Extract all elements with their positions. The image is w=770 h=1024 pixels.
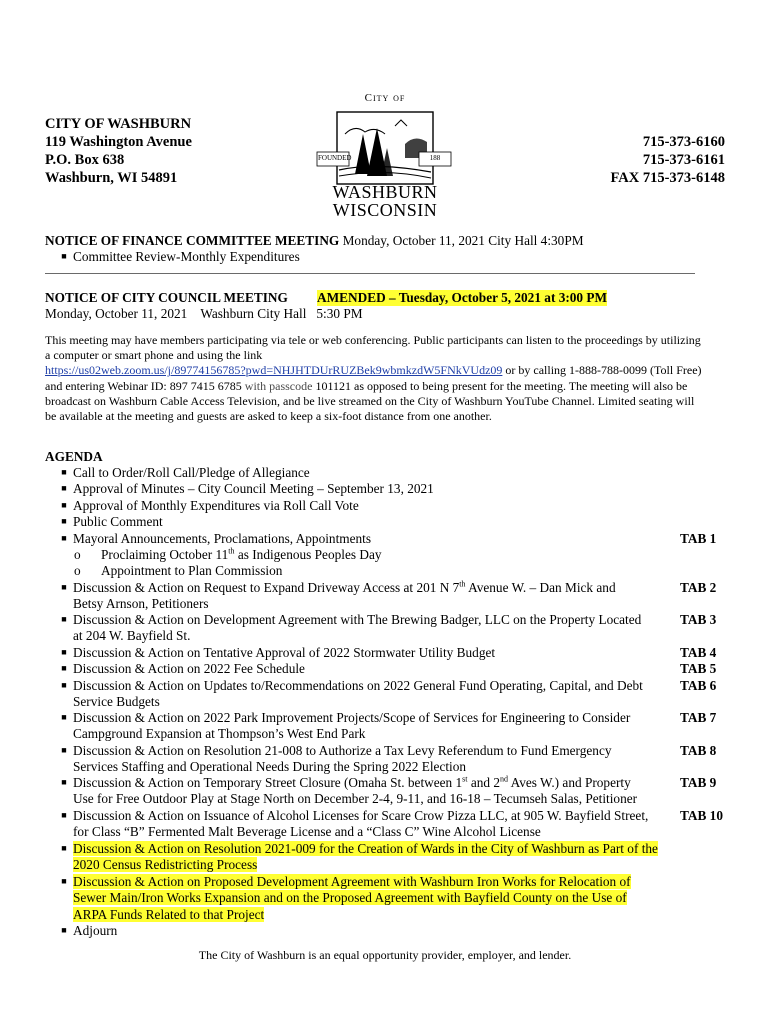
tab-label: TAB 7 (680, 710, 717, 725)
sub-item-marker: o (74, 563, 81, 578)
bullet-marker: ■ (61, 925, 67, 935)
bullet-marker: ■ (61, 582, 67, 592)
participation-line: broadcast on Washburn Cable Access Television, and be live streamed on the City of Washburn YouTube Channel. Limited seating will (45, 393, 695, 408)
bullet-marker: ■ (61, 745, 67, 755)
toll-free-text: or by calling 1-888-788-0099 (Toll Free) (502, 363, 702, 378)
bullet-marker: ■ (61, 680, 67, 690)
bullet-marker: ■ (61, 533, 67, 543)
agenda-item: Discussion & Action on 2022 Park Improvement Projects/Scope of Services for Engineering to Consider Campground Expansion at Thompson’s West End Park (73, 710, 631, 742)
tab-label: TAB 3 (680, 612, 717, 627)
agenda-sub-item: Proclaiming October 11th as Indigenous Peoples Day (101, 546, 382, 562)
amended-notice: AMENDED – Tuesday, October 5, 2021 at 3:00 PM (317, 290, 608, 305)
bullet-marker: ■ (61, 516, 67, 526)
tab-label: TAB 9 (680, 775, 717, 790)
bullet-marker: ■ (61, 647, 67, 657)
bullet-marker: ■ (61, 483, 67, 493)
street-address: 119 Washington Avenue (45, 134, 192, 150)
bullet-marker: ■ (61, 876, 67, 886)
agenda-item: Discussion & Action on Request to Expand Driveway Access at 201 N 7th Avenue W. – Dan Mick and Betsy Arnson, Petitioners (73, 579, 616, 612)
council-notice-title: NOTICE OF CITY COUNCIL MEETING (45, 290, 288, 305)
passcode-text: 101121 as opposed to being present for the meeting. The meeting will also be (312, 378, 688, 393)
bullet-marker: ■ (61, 810, 67, 820)
fax-number: FAX 715-373-6148 (610, 170, 725, 186)
finance-notice (45, 233, 584, 249)
logo-top-text: City of (364, 92, 406, 104)
tab-label: TAB 5 (680, 661, 717, 676)
webinar-id-text: and entering Webinar ID: 897 7415 6785 (45, 378, 245, 393)
section-divider (45, 273, 695, 274)
agenda-item: Public Comment (73, 514, 163, 529)
tab-label: TAB 4 (680, 645, 717, 660)
council-notice-details: Monday, October 11, 2021 Washburn City Hall 5:30 PM (45, 306, 363, 321)
agenda-item-highlighted: Discussion & Action on Resolution 2021-009 for the Creation of Wards in the City of Washburn as Part of the 2020 Census Redistricting Process (73, 841, 658, 873)
tab-label: TAB 1 (680, 531, 717, 546)
participation-paragraph (45, 333, 745, 424)
logo-name-wisconsin: WISCONSIN (332, 200, 438, 220)
tab-label: TAB 6 (680, 678, 717, 693)
agenda-item: Discussion & Action on Issuance of Alcohol Licenses for Scare Crow Pizza LLC, at 905 W. Bayfield Street, for Class “B” Fermented Malt Beverage License and a “Class C” Wine Alcohol License (73, 808, 649, 840)
participation-line: be available at the meeting and guests are asked to keep a six-foot distance from one another. (45, 409, 492, 424)
agenda-item: Approval of Monthly Expenditures via Roll Call Vote (73, 498, 359, 513)
agenda-heading: AGENDA (45, 449, 103, 464)
agenda-item-highlighted: Discussion & Action on Proposed Development Agreement with Washburn Iron Works for Relocation of Sewer Main/Iron Works Expansion and on the Proposed Agreement with Bayfield County on the Use of ARPA Funds Related to that Project (73, 874, 631, 922)
logo-year-label: 188 (429, 154, 441, 162)
bullet-marker: ■ (61, 467, 67, 477)
city-name: CITY OF WASHBURN (45, 116, 192, 132)
tab-label: TAB 8 (680, 743, 717, 758)
bullet-marker: ■ (61, 663, 67, 673)
participation-line: This meeting may have members participating via tele or web conferencing. Public participants can listen to the proceedings by utilizing (45, 333, 701, 347)
logo-emblem (315, 104, 455, 186)
agenda-item: Adjourn (73, 923, 118, 938)
bullet-marker: ■ (61, 777, 67, 787)
bullet-marker: ■ (61, 843, 67, 853)
finance-notice-title: NOTICE OF FINANCE COMMITTEE MEETING (45, 233, 340, 248)
tab-label: TAB 2 (680, 580, 717, 595)
agenda-item: Call to Order/Roll Call/Pledge of Allegiance (73, 465, 310, 480)
city-state-zip: Washburn, WI 54891 (45, 170, 178, 186)
participation-line: a computer or smart phone and using the link (45, 348, 263, 363)
participation-line (45, 379, 745, 394)
tab-label: TAB 10 (680, 808, 723, 823)
agenda-item: Approval of Minutes – City Council Meeting – September 13, 2021 (73, 481, 434, 496)
agenda-item: Discussion & Action on Development Agreement with The Brewing Badger, LLC on the Property Located at 204 W. Bayfield St. (73, 612, 642, 644)
po-box: P.O. Box 638 (45, 152, 125, 168)
bullet-marker: ■ (61, 500, 67, 510)
agenda-item: Discussion & Action on 2022 Fee Schedule (73, 661, 305, 676)
passcode-label: with passcode (244, 378, 313, 393)
zoom-link[interactable]: https://us02web.zoom.us/j/89774156785?pwd=NHJHTDUrRUZBek9wbmkzdW5FNkVUdz09 (45, 363, 503, 378)
participation-line (45, 363, 745, 378)
finance-notice-item: Committee Review-Monthly Expenditures (73, 249, 300, 264)
phone-2: 715-373-6161 (642, 152, 725, 168)
city-logo (315, 92, 455, 222)
sub-item-marker: o (74, 547, 81, 562)
logo-name-washburn: WASHBURN (332, 182, 438, 202)
bullet-marker: ■ (61, 712, 67, 722)
bullet-marker: ■ (61, 251, 67, 261)
logo-founded-label: FOUNDED (318, 154, 352, 162)
agenda-item: Discussion & Action on Temporary Street Closure (Omaha St. between 1st and 2nd Aves W.) and Property Use for Free Outdoor Play at Stage North on December 2-4, 9-11, and 16-18 – Tecumseh Salas, Petitioner (73, 774, 638, 807)
agenda-sub-item: Appointment to Plan Commission (101, 563, 283, 578)
finance-notice-details: Monday, October 11, 2021 City Hall 4:30PM (342, 233, 584, 248)
agenda-item: Mayoral Announcements, Proclamations, Appointments (73, 531, 372, 546)
phone-1: 715-373-6160 (642, 134, 725, 150)
agenda-item: Discussion & Action on Updates to/Recommendations on 2022 General Fund Operating, Capital, and Debt Service Budgets (73, 678, 643, 710)
bullet-marker: ■ (61, 614, 67, 624)
agenda-item: Discussion & Action on Resolution 21-008 to Authorize a Tax Levy Referendum to Fund Emergency Services Staffing and Operational Needs During the Spring 2022 Election (73, 743, 612, 775)
footer-statement: The City of Washburn is an equal opportunity provider, employer, and lender. (198, 948, 572, 962)
agenda-item: Discussion & Action on Tentative Approval of 2022 Stormwater Utility Budget (73, 645, 496, 660)
